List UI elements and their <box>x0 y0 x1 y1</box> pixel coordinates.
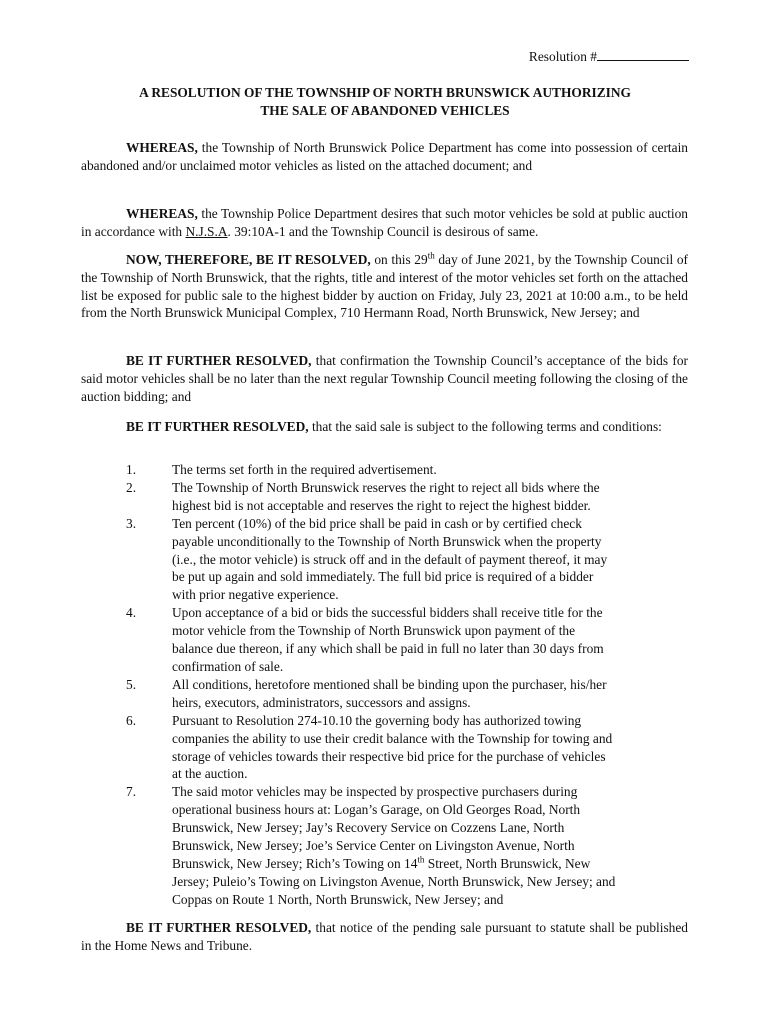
now-therefore-lead: NOW, THEREFORE, BE IT RESOLVED, <box>126 252 371 267</box>
whereas-lead-1: WHEREAS, <box>126 140 198 155</box>
list-item <box>81 604 688 676</box>
list-item-number: 7. <box>126 784 137 800</box>
further-resolved-text-3: that notice of the pending sale pursuant to statute shall be published in the Home News and Tribune. <box>81 920 688 953</box>
list-item-number: 3. <box>126 515 137 531</box>
list-item <box>81 461 688 479</box>
list-item <box>81 783 688 908</box>
title-line-2: THE SALE OF ABANDONED VEHICLES <box>260 102 510 118</box>
list-item-text-a: The said motor vehicles may be inspected by prospective purchasers during operational business hours at: Logan’s Garage, on Old Georges Road, North Brunswick, New Jersey; Jay’s Recovery Service on Cozzens Lane, North Brunswick, New Jersey; Joe’s Service Center on Livingston Avenue, North Brunswick, New Jersey; Rich’s Towing on 14 <box>172 784 581 871</box>
list-item <box>81 712 688 784</box>
whereas-paragraph-1 <box>81 139 688 175</box>
list-item-number: 5. <box>126 676 137 692</box>
list-item-text: The terms set forth in the required advertisement. <box>172 462 437 477</box>
list-item-text: Pursuant to Resolution 274-10.10 the governing body has authorized towing companies the ability to use their credit balance with the Township for towing and storage of vehicles towards their respective bid price for the purchase of vehicles at the auction. <box>172 712 613 782</box>
street-superscript: th <box>417 854 425 865</box>
list-item <box>81 676 688 712</box>
further-resolved-paragraph-3 <box>81 919 688 955</box>
further-resolved-lead-2: BE IT FURTHER RESOLVED, <box>126 419 309 434</box>
whereas-text-2b: . 39:10A-1 and the Township Council is desirous of same. <box>227 223 539 239</box>
resolution-number <box>529 47 689 66</box>
whereas-lead-2: WHEREAS, <box>126 206 198 221</box>
document-title <box>81 84 689 119</box>
whereas-text-2a: the Township Police Department desires that such motor vehicles be sold at public auction in accordance with <box>81 206 688 239</box>
whereas-paragraph-2 <box>81 205 688 241</box>
list-item <box>81 479 688 515</box>
list-item <box>81 515 688 605</box>
conditions-list <box>81 461 688 909</box>
list-item-number: 2. <box>126 479 137 495</box>
now-therefore-text-b: day of June 2021, by the Township Council of the Township of North Brunswick, that the rights, title and interest of the motor vehicles set forth on the attached list be exposed for public sale to the highest bidder by auction on Friday, July 23, 2021 at 10:00 a.m., to be held from the North Brunswick Municipal Complex, 710 Hermann Road, North Brunswick, New Jersey; and <box>81 252 689 321</box>
date-superscript: th <box>427 250 435 261</box>
further-resolved-lead-3: BE IT FURTHER RESOLVED, <box>126 920 312 935</box>
resolution-number-blank <box>597 47 689 61</box>
further-resolved-lead-1: BE IT FURTHER RESOLVED, <box>126 353 312 368</box>
list-item-text <box>172 783 688 908</box>
now-therefore-text-a: on this 29 <box>370 252 428 267</box>
further-resolved-paragraph-2 <box>81 418 688 436</box>
resolution-label: Resolution # <box>528 49 597 64</box>
list-item-number: 1. <box>126 462 137 477</box>
list-item-number: 6. <box>126 712 137 728</box>
further-resolved-text-2: that the said sale is subject to the following terms and conditions: <box>308 419 662 434</box>
list-item-text: Ten percent (10%) of the bid price shall be paid in cash or by certified check payable unconditionally to the Township of North Brunswick when the property (i.e., the motor vehicle) is struck off and in the default of payment thereof, it may be put up again and sold immediately. The full bid price is required of a bidder with prior negative experience. <box>172 515 608 603</box>
njsa-reference: N.J.S.A <box>185 223 228 239</box>
whereas-text-1: the Township of North Brunswick Police Department has come into possession of certain abandoned and/or unclaimed motor vehicles as listed on the attached document; and <box>81 140 688 173</box>
further-resolved-text-1: that confirmation the Township Council’s acceptance of the bids for said motor vehicles shall be no later than the next regular Township Council meeting following the closing of the auction bidding; and <box>81 353 688 404</box>
list-item-text: All conditions, heretofore mentioned shall be binding upon the purchaser, his/her heirs, executors, administrators, successors and assigns. <box>172 676 607 710</box>
title-line-1: A RESOLUTION OF THE TOWNSHIP OF NORTH BRUNSWICK AUTHORIZING <box>139 85 631 100</box>
further-resolved-paragraph-1 <box>81 352 688 405</box>
list-item-text: The Township of North Brunswick reserves the right to reject all bids where the highest bid is not acceptable and reserves the right to reject the highest bidder. <box>172 479 600 513</box>
now-therefore-paragraph <box>81 251 688 322</box>
list-item-text: Upon acceptance of a bid or bids the successful bidders shall receive title for the motor vehicle from the Township of North Brunswick upon payment of the balance due thereon, if any which shall be paid in full no later than 30 days from confirmation of sale. <box>172 605 604 674</box>
list-item-text-b: Street, North Brunswick, New Jersey; Puleio’s Towing on Livingston Avenue, North Brunswick, New Jersey; and Coppas on Route 1 North, North Brunswick, New Jersey; and <box>172 855 616 907</box>
list-item-number: 4. <box>126 605 137 621</box>
